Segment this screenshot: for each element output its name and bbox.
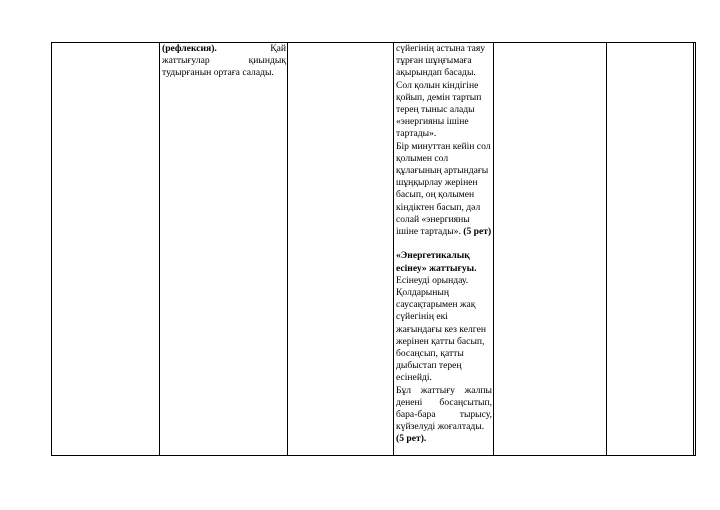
exercise-repeat-count-2: (5 рет).: [396, 433, 427, 445]
exercise-paragraph-3-text: Бір минуттан кейін сол қолымен сол құлағының артындағы шұңқырлау жерінен басып, оң қолымен кіндіктен басып, дәл солай «энергияны ішіне тартады».: [396, 140, 491, 238]
exercise-paragraph-5-text: Бұл жаттығу жалпы денені босаңсытып, бара-бара тырысу, күйзелуді жоғалтады.: [396, 384, 492, 433]
exercise-paragraph-5: [396, 385, 492, 446]
reflection-heading: (рефлексия).: [162, 43, 217, 54]
reflection-line-1-rest: Қай: [270, 43, 286, 54]
energy-yawn-description: Есінеуді орындау. Қолдарының саусақтарымен жақ сүйегінің екі жағындағы кез келген жерінен қатты басып, босаңсып, қатты дыбыстап терең есінейді.: [396, 274, 486, 384]
reflection-line-1: [162, 43, 286, 55]
table-cell-teacher-activity: [160, 43, 288, 456]
exercise-paragraph-2: Сол қолын кіндігіне қойып, демін тартып терең тыныс алады «энергияны ішіне тартады».: [396, 79, 482, 140]
table-cell-empty-3: [607, 43, 694, 456]
table-cell-empty-2: [494, 43, 607, 456]
reflection-line-3: тудырғанын ортаға салады.: [162, 67, 274, 79]
exercise-paragraph-1: сүйегінің астына таяу тұрған шұңғымаға ақырындап басады.: [396, 43, 486, 79]
table-cell-stage: [52, 43, 160, 456]
table-cell-empty-4: [694, 43, 696, 456]
reflection-line-2: жаттығулар қиындық: [162, 55, 286, 67]
lesson-plan-table: [51, 42, 696, 456]
table-row: [52, 43, 696, 456]
paragraph-gap: [396, 238, 492, 250]
table-cell-empty-1: [288, 43, 394, 456]
table-cell-student-activity: [394, 43, 494, 456]
exercise-repeat-count-1: (5 рет): [463, 226, 492, 238]
energy-yawn-heading: «Энергетикалық есінеу» жаттығуы.: [396, 250, 477, 274]
exercise-paragraph-3: [396, 141, 492, 239]
